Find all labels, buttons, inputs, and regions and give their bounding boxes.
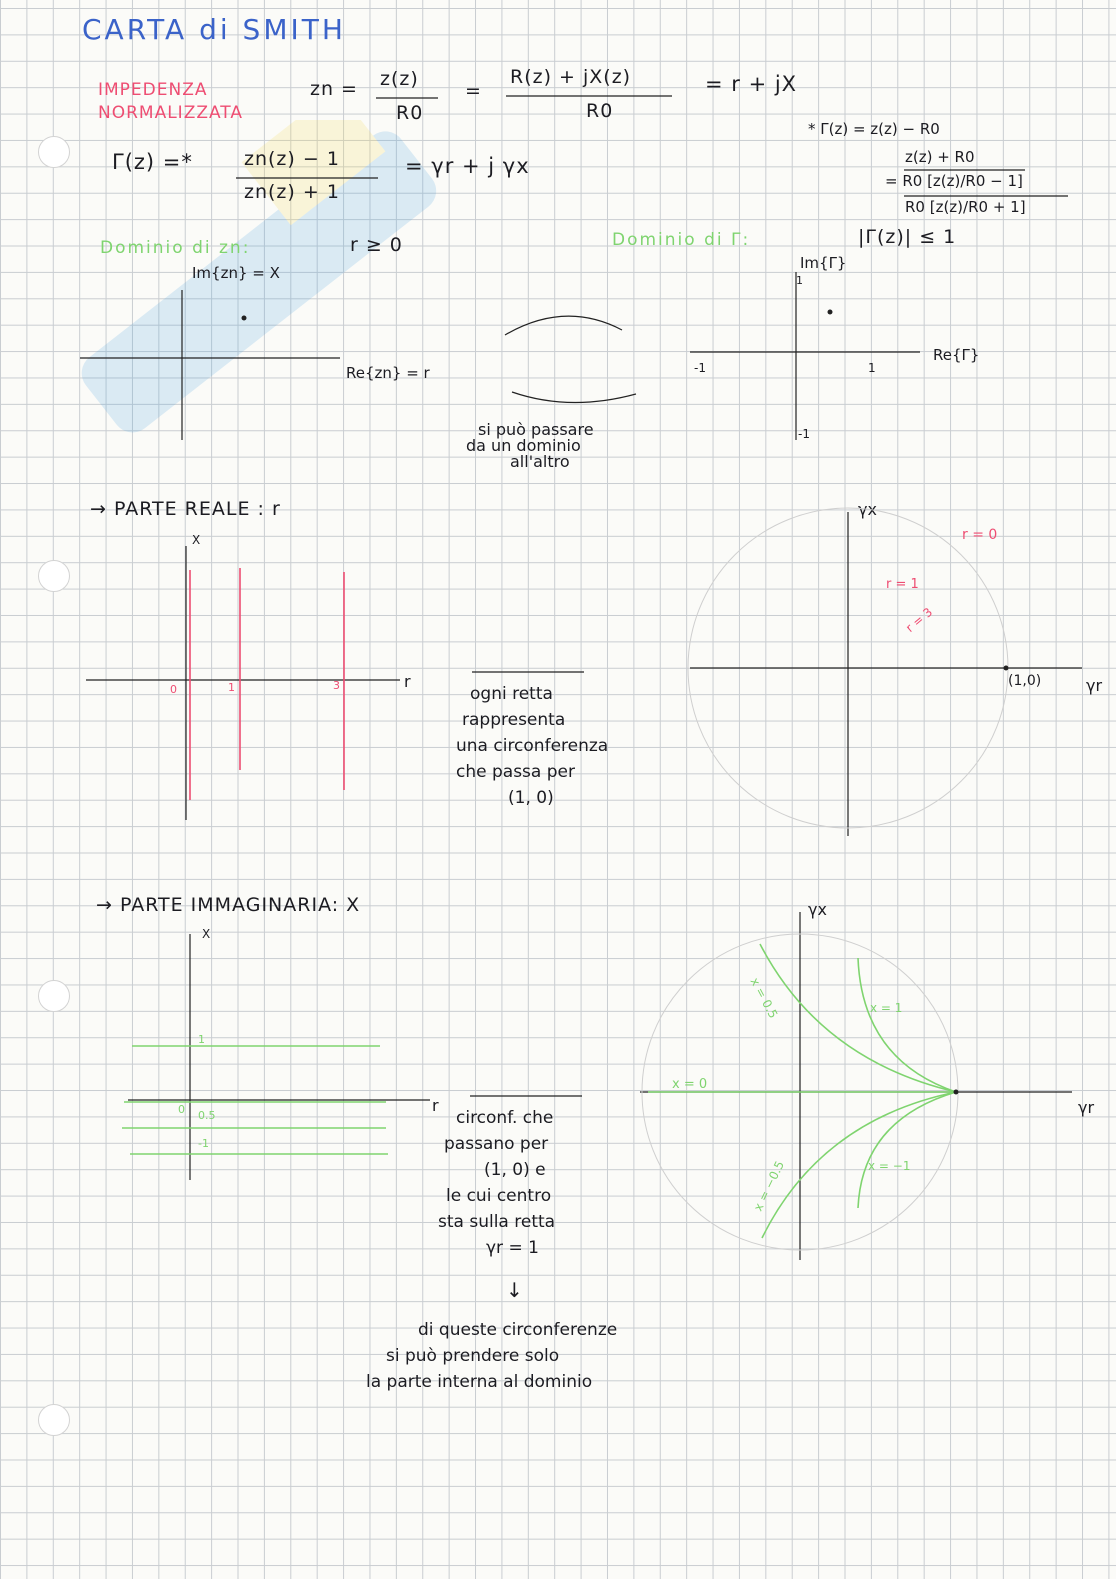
- imag-smith-y: γx: [808, 900, 827, 919]
- domain-gamma-cond: |Γ(z)| ≤ 1: [858, 226, 957, 248]
- plot2-x-label: Re{Γ}: [933, 346, 980, 364]
- real-note-1: ogni retta: [470, 684, 553, 704]
- real-note-3: una circonferenza: [456, 736, 609, 756]
- real-smith-point-marker: [1004, 666, 1009, 671]
- plot1-y-label: Im{zn} = X: [192, 264, 280, 282]
- imag-arc-label-minus05: x = −0.5: [750, 1158, 788, 1214]
- imag-footer-3: la parte interna al dominio: [366, 1372, 593, 1392]
- real-tick-0: 0: [170, 683, 177, 696]
- impedance-label-2: NORMALIZZATA: [98, 103, 243, 123]
- imag-note-2: passano per: [444, 1134, 549, 1154]
- real-note-5: (1, 0): [508, 788, 554, 808]
- eq-gamma-lhs: Γ(z) =*: [112, 150, 193, 174]
- imag-plot-x-axis: r: [432, 1096, 439, 1115]
- imag-arc-label-0: x = 0: [672, 1077, 708, 1092]
- imag-footer-2: si può prendere solo: [386, 1346, 560, 1366]
- plot2-y-label: Im{Γ}: [800, 254, 847, 272]
- real-plot-y-axis: X: [192, 533, 201, 547]
- pass-note-2: da un dominio: [466, 436, 581, 455]
- eq-zn-frac2-den: R0: [586, 100, 614, 122]
- plot2-tick-minus-x: -1: [694, 361, 706, 375]
- imag-note-4: le cui centro: [446, 1186, 552, 1206]
- eq-zn-frac1-den: R0: [396, 102, 424, 124]
- real-smith-y: γx: [858, 500, 877, 519]
- transfer-arrow-bottom: [512, 392, 636, 403]
- imag-part-heading: → PARTE IMMAGINARIA: X: [96, 894, 361, 916]
- real-circle-label-3: r = 3: [903, 604, 936, 636]
- imag-tick-minus1: -1: [198, 1137, 209, 1150]
- imag-footer-1: di queste circonferenze: [418, 1320, 618, 1340]
- eq-gamma-den: zn(z) + 1: [244, 181, 340, 203]
- side-note-line-4: R0 [z(z)/R0 + 1]: [905, 198, 1026, 216]
- pass-note-3: all'altro: [510, 452, 570, 471]
- imag-arc-label-1: x = 1: [870, 1001, 903, 1015]
- side-note-line-1: * Γ(z) = z(z) − R0: [808, 120, 940, 138]
- plot1-point: [242, 316, 247, 321]
- imag-note-6: γr = 1: [486, 1238, 539, 1258]
- imag-arc-label-05: x = 0.5: [747, 975, 781, 1021]
- imag-smith-x: γr: [1078, 1098, 1095, 1117]
- imag-note-3: (1, 0) e: [484, 1160, 546, 1180]
- imag-smith-point-marker: [954, 1090, 959, 1095]
- eq-zn-rhs: = r + jX: [705, 72, 798, 96]
- real-part-heading: → PARTE REALE : r: [90, 498, 281, 520]
- imag-arrow: ↓: [506, 1278, 523, 1302]
- real-circle-label-1: r = 1: [886, 577, 919, 592]
- arc-xm1: [858, 1092, 956, 1208]
- page-title: CARTA di SMITH: [82, 13, 346, 46]
- side-note-line-3: = R0 [z(z)/R0 − 1]: [885, 172, 1023, 190]
- real-smith-x: γr: [1086, 676, 1103, 695]
- eq-gamma-num: zn(z) − 1: [244, 148, 340, 170]
- eq-gamma-rhs: = γr + j γx: [405, 154, 530, 178]
- imag-tick-1: 1: [198, 1033, 205, 1046]
- eq-zn-frac2-num: R(z) + jX(z): [510, 66, 632, 88]
- imag-tick-05: 0.5: [198, 1109, 216, 1122]
- imag-arc-label-minus1: x = −1: [868, 1159, 911, 1173]
- transfer-arrow-top: [505, 316, 622, 335]
- real-plot-x-axis: r: [404, 672, 411, 691]
- eq-zn-lhs: zn =: [310, 78, 358, 100]
- real-tick-3: 3: [333, 679, 340, 692]
- imag-note-5: sta sulla retta: [438, 1212, 556, 1232]
- plot2-tick-plus-x: 1: [868, 361, 876, 375]
- imag-tick-0: 0: [178, 1103, 185, 1116]
- plot2-point: [828, 310, 833, 315]
- real-circle-label-0: r = 0: [962, 527, 998, 543]
- impedance-label-1: IMPEDENZA: [98, 80, 208, 100]
- plot2-tick-one: 1: [796, 274, 803, 287]
- eq-zn-frac1-num: z(z): [380, 68, 419, 90]
- pass-note-1: si può passare: [478, 420, 594, 439]
- real-note-4: che passa per: [456, 762, 575, 782]
- imag-note-1: circonf. che: [456, 1108, 554, 1128]
- eq-zn-eq: =: [465, 80, 482, 102]
- plot2-tick-minus-y: -1: [798, 427, 810, 441]
- domain-zn-cond: r ≥ 0: [350, 234, 403, 256]
- side-note-line-2: z(z) + R0: [905, 148, 975, 166]
- domain-gamma-label: Dominio di Γ:: [612, 230, 751, 250]
- real-tick-1: 1: [228, 681, 235, 694]
- arc-x1: [858, 958, 956, 1092]
- domain-zn-label: Dominio di zn:: [100, 238, 251, 258]
- real-note-2: rappresenta: [462, 710, 566, 730]
- plot1-x-label: Re{zn} = r: [346, 364, 430, 382]
- arc-xm05: [762, 1092, 956, 1238]
- real-smith-point: (1,0): [1008, 673, 1042, 689]
- imag-plot-y-axis: X: [202, 927, 211, 941]
